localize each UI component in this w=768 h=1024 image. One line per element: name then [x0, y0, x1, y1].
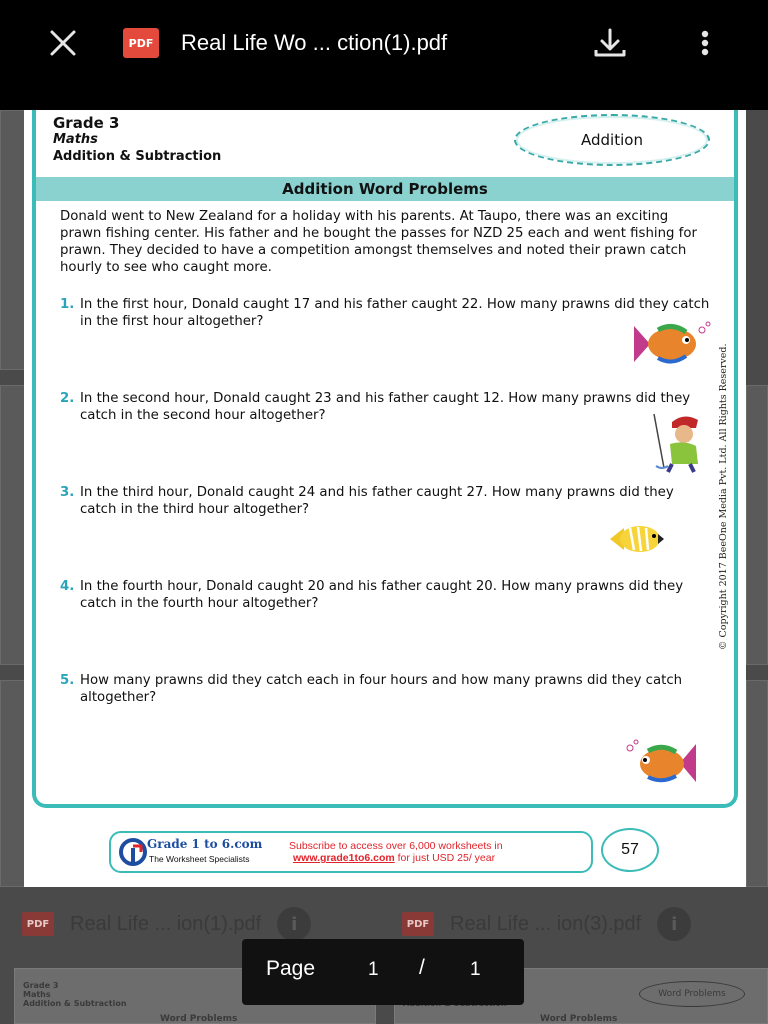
worksheet-grade: Grade 3	[53, 114, 120, 132]
page-separator: /	[419, 956, 425, 979]
copyright-notice	[704, 343, 729, 650]
close-button[interactable]	[42, 22, 84, 64]
question-item	[60, 578, 710, 612]
question-item	[60, 390, 710, 424]
background-file-item[interactable]	[22, 904, 311, 944]
worksheet-subject: Maths	[53, 132, 98, 147]
background-file-item[interactable]	[402, 904, 691, 944]
more-options-button[interactable]	[688, 24, 722, 64]
question-number: 3.	[60, 485, 75, 500]
subscribe-line: Subscribe to access over 6,000 worksheets in	[289, 840, 503, 852]
question-item	[60, 672, 710, 706]
question-number: 2.	[60, 391, 75, 406]
thumb-heading: Word Problems	[160, 1014, 238, 1024]
background-file-name: Real Life ... ion(3).pdf	[450, 912, 642, 935]
pdf-page[interactable]	[24, 110, 746, 887]
question-text: In the third hour, Donald caught 24 and his father caught 27. How many prawns did they catch in the third hour altogether?	[80, 485, 674, 517]
document-title: Real Life Wo ... ction(1).pdf	[181, 30, 448, 55]
question-item	[60, 296, 710, 330]
grade1to6-logo-icon	[119, 838, 149, 866]
background-file-card	[746, 680, 768, 887]
worksheet-page-number-text: 57	[621, 841, 639, 858]
worksheet-heading: Addition Word Problems	[282, 180, 488, 198]
question-item	[60, 484, 710, 518]
question-text: How many prawns did they catch each in four hours and how many prawns did they catch altogether?	[80, 673, 683, 705]
copyright-text: © Copyright 2017 BeeOne Media Pvt. Ltd. All Rights Reserved.	[718, 343, 729, 650]
background-file-card	[746, 385, 768, 665]
question-number: 5.	[60, 673, 75, 688]
viewer-top-bar	[0, 0, 768, 110]
question-number: 4.	[60, 579, 75, 594]
download-icon	[588, 24, 632, 64]
info-icon[interactable]: i	[657, 907, 691, 941]
angelfish-illustration-icon	[606, 520, 666, 558]
intro-paragraph: Donald went to New Zealand for a holiday with his parents. At Taupo, there was an exciting prawn fishing center. His father and he bought the passes for NZD 25 each and went fishing for prawn. They decided to have a competition amongst themselves and noted their prawn catch hourly to see who caught more.	[60, 209, 697, 275]
question-text: In the fourth hour, Donald caught 20 and his father caught 20. How many prawns did they catch in the fourth hour altogether?	[80, 579, 684, 611]
subscribe-price: for just USD 25/ year	[394, 852, 496, 864]
thumb-heading: Word Problems	[540, 1014, 618, 1024]
more-vert-icon	[688, 24, 722, 64]
worksheet-page-number	[601, 828, 659, 872]
info-icon[interactable]: i	[277, 907, 311, 941]
background-file-name: Real Life ... ion(1).pdf	[70, 912, 262, 935]
question-number: 1.	[60, 297, 75, 312]
subscribe-text	[289, 840, 503, 864]
worksheet-heading-bar	[36, 177, 734, 201]
footer-tagline: The Worksheet Specialists	[149, 854, 250, 864]
fish-illustration-icon	[624, 738, 702, 788]
worksheet-topic: Addition & Subtraction	[53, 149, 222, 164]
thumb-badge: Word Problems	[639, 981, 745, 1007]
current-page: 1	[368, 959, 379, 980]
page-indicator	[242, 939, 524, 1005]
question-text: In the first hour, Donald caught 17 and his father caught 22. How many prawns did they catch in the first hour altogether?	[80, 297, 710, 329]
thumb-header: Grade 3 Maths Addition & Subtraction	[23, 981, 127, 1008]
subscribe-link[interactable]: www.grade1to6.com	[293, 852, 395, 864]
pdf-file-icon: PDF	[123, 28, 159, 58]
fisherman-illustration-icon	[650, 412, 710, 474]
page-indicator-label: Page	[266, 957, 316, 980]
close-icon	[48, 28, 78, 58]
worksheet-header	[53, 114, 221, 165]
question-text: In the second hour, Donald caught 23 and his father caught 12. How many prawns did they catch in the second hour altogether?	[80, 391, 691, 423]
pdf-file-icon: PDF	[402, 912, 434, 936]
total-pages: 1	[470, 959, 481, 980]
topic-badge-label: Addition	[581, 131, 643, 149]
footer-brand: Grade 1 to 6.com	[147, 837, 263, 851]
pdf-file-icon: PDF	[22, 912, 54, 936]
download-button[interactable]	[588, 24, 632, 64]
fish-illustration-icon	[628, 320, 712, 368]
topic-cloud-badge	[514, 114, 710, 166]
worksheet-footer	[109, 831, 593, 873]
